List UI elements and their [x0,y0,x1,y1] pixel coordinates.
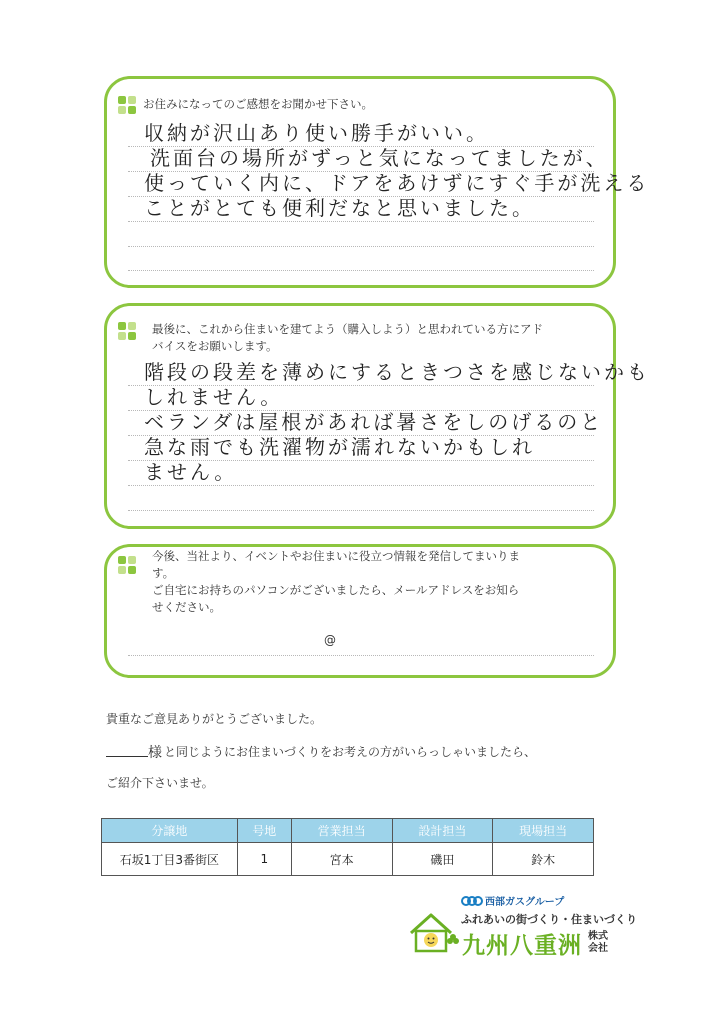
lot-info-table [101,818,594,876]
header-sales: 営業担当 [291,819,392,843]
answer-rule [128,246,594,247]
email-rule [128,655,594,656]
handwritten-answer-line: ことがとても便利だなと思いました。 [144,196,535,220]
header-design: 設計担当 [392,819,493,843]
impressions-prompt: お住みになってのご感想をお聞かせ下さい。 [143,97,373,111]
clover-icon [446,933,460,947]
table-header-row [102,819,594,843]
thanks-text: 貴重なご意見ありがとうございました。 [106,712,323,726]
handwritten-answer-line: 急な雨でも洗濯物が濡れないかもしれ [144,435,535,459]
customer-name-blank [106,740,148,757]
newsletter-prompt-line: す。 [152,566,175,580]
handwritten-answer-line: 階段の段差を薄めにするときつさを感じないかも [144,360,650,384]
cell-design: 磯田 [392,843,493,876]
header-lot: 分譲地 [102,819,238,843]
advice-prompt-line: バイスをお願いします。 [152,339,278,353]
group-name: 西部ガスグループ [485,897,565,908]
answer-rule [128,510,594,511]
cell-site: 鈴木 [493,843,594,876]
newsletter-prompt-line: 今後、当社より、イベントやお住まいに役立つ情報を発信してまいりま [152,549,520,563]
cell-sales: 宮本 [291,843,392,876]
cell-number: 1 [237,843,291,876]
handwritten-answer-line: ベランダは屋根があれば暑さをしのげるのと [144,410,604,434]
company-suffix-bottom: 会社 [588,943,608,954]
table-row [102,843,594,876]
advice-prompt-line: 最後に、これから住まいを建てよう（購入しよう）と思われている方にアド [152,322,543,336]
group-mark-icon [461,894,483,908]
handwritten-answer-line: ません。 [144,460,238,484]
header-site: 現場担当 [493,819,594,843]
answer-rule [128,485,594,486]
referral-text: と同じようにお住まいづくりをお考えの方がいらっしゃいましたら、 [164,745,537,759]
logo-tagline: ふれあいの街づくり・住まいづくり [461,913,637,926]
email-at-sign: @ [324,633,336,647]
handwritten-answer-line: 収納が沢山あり使い勝手がいい。 [144,121,489,145]
company-suffix-top: 株式 [588,931,608,942]
answer-rule [128,221,594,222]
green-squares-icon [118,322,136,340]
cell-lot: 石坂1丁目3番街区 [102,843,238,876]
answer-rule [128,270,594,271]
newsletter-prompt-line: せください。 [152,600,221,614]
handwritten-answer-line: しれません。 [144,385,284,409]
newsletter-prompt-line: ご自宅にお持ちのパソコンがございましたら、メールアドレスをお知ら [152,583,520,597]
handwritten-answer-line: 使っていく内に、ドアをあけずにすぐ手が洗える [144,171,650,195]
green-squares-icon [118,556,136,574]
handwritten-answer-line: 洗面台の場所がずっと気になってましたが、 [150,146,609,170]
advice-prompt [152,321,592,355]
header-number: 号地 [237,819,291,843]
referral-text-end: ご紹介下さいませ。 [106,776,214,790]
newsletter-prompt [152,548,592,616]
sama-text: 様 [148,745,162,761]
company-name: 九州八重洲 [462,933,582,959]
green-squares-icon [118,96,136,114]
